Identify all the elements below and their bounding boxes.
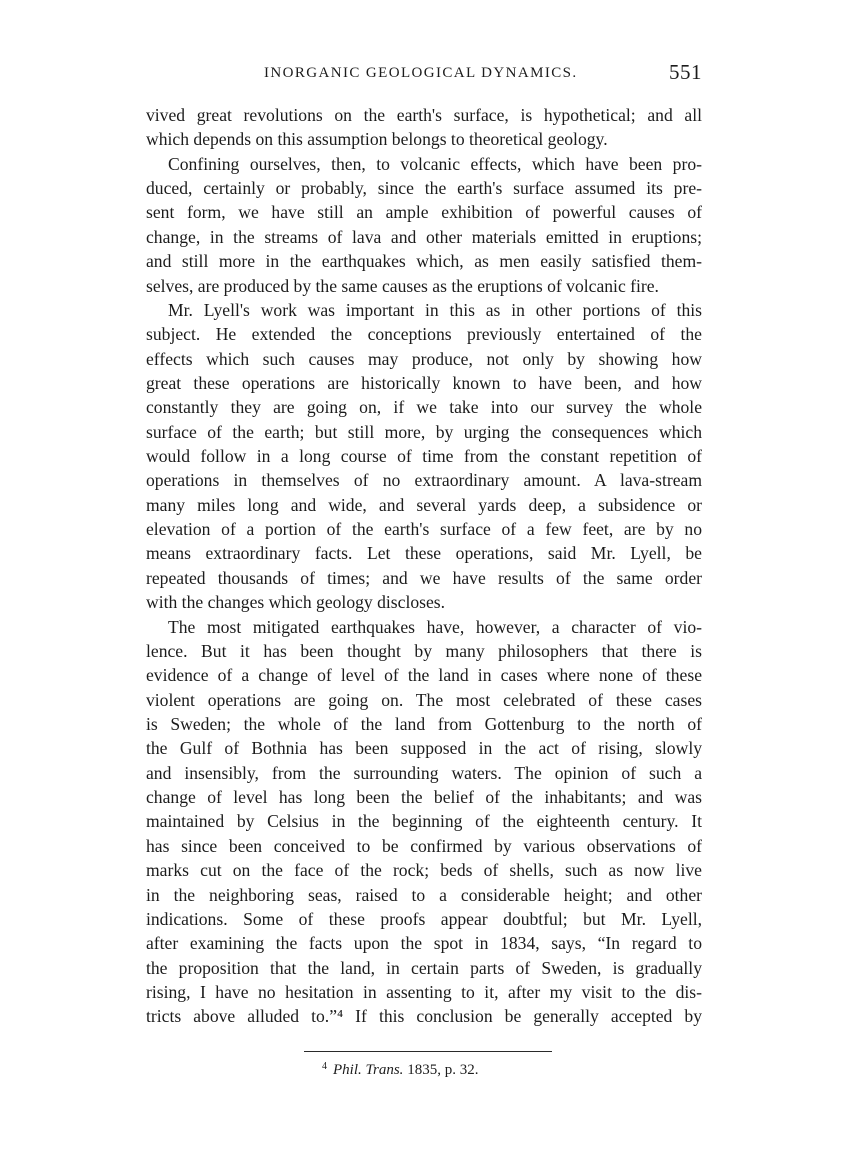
text-line: effects which such causes may produce, not only by showing how [146,348,702,369]
paragraph-start-line: Mr. Lyell's work was important in this as in other portions of this [168,299,702,320]
footnote-citation: 1835, p. 32. [407,1062,479,1078]
text-line: vived great revolutions on the earth's surface, is hypothetical; and all [146,105,702,125]
footnote-source: Phil. Trans. [333,1062,404,1078]
text-line: and insensibly, from the surrounding waters. The opinion of such a [146,762,702,783]
text-line: surface of the earth; but still more, by urging the consequences which [146,421,702,442]
text-line: rising, I have no hesitation in assenting to it, after my visit to the dis- [146,981,702,1002]
text-line: repeated thousands of times; and we have results of the same order [146,567,702,588]
text-line: which depends on this assumption belongs to theoretical geology. [146,129,608,150]
page-number: 551 [669,60,702,84]
text-line: elevation of a portion of the earth's surface of a few feet, are by no [146,519,702,540]
text-line: and still more in the earthquakes which, as men easily satisfied them- [146,251,702,272]
running-head [146,62,702,90]
text-line: with the changes which geology discloses. [146,592,446,613]
text-line: marks cut on the face of the rock; beds of shells, such as now live [146,860,702,881]
text-line: the proposition that the land, in certain parts of Sweden, is gradually [146,957,702,978]
text-line: sent form, we have still an ample exhibition of powerful causes of [146,202,702,223]
text-line: in the neighboring seas, raised to a considerable height; and other [146,884,702,905]
text-line: maintained by Celsius in the beginning of the eighteenth century. It [146,811,702,832]
text-line: evidence of a change of level of the land in cases where none of these [146,665,702,686]
text-line: indications. Some of these proofs appear doubtful; but Mr. Lyell, [146,908,702,929]
text-line: selves, are produced by the same causes as the eruptions of volcanic fire. [146,275,659,296]
text-line: violent operations are going on. The most celebrated of these cases [146,689,702,710]
text-line: after examining the facts upon the spot in 1834, says, “In regard to [146,933,702,954]
paragraph-start-line: Confining ourselves, then, to volcanic effects, which have been pro- [168,153,702,174]
footnote [322,1061,478,1079]
text-line: duced, certainly or probably, since the earth's surface assumed its pre- [146,178,702,199]
body-text [146,103,702,1029]
footnote-rule [304,1051,552,1052]
text-line: lence. But it has been thought by many philosophers that there is [146,640,702,661]
text-line: the Gulf of Bothnia has been supposed in the act of rising, slowly [146,738,702,759]
text-line: tricts above alluded to.”⁴ If this conclusion be generally accepted by [146,1006,702,1027]
running-title: INORGANIC GEOLOGICAL DYNAMICS. [264,65,578,81]
text-line: means extraordinary facts. Let these operations, said Mr. Lyell, be [146,543,702,564]
text-line: is Sweden; the whole of the land from Gottenburg to the north of [146,713,702,734]
text-line: subject. He extended the conceptions previously entertained of the [146,324,702,345]
text-line: change, in the streams of lava and other materials emitted in eruptions; [146,226,702,247]
text-line: constantly they are going on, if we take into our survey the whole [146,397,702,418]
text-line: has since been conceived to be confirmed by various observations of [146,835,702,856]
text-line: operations in themselves of no extraordinary amount. A lava-stream [146,470,702,491]
text-line: would follow in a long course of time from the constant repetition of [146,446,702,467]
paragraph-start-line: The most mitigated earthquakes have, however, a character of vio- [168,616,702,637]
text-line: many miles long and wide, and several yards deep, a subsidence or [146,494,702,515]
text-line: change of level has long been the belief of the inhabitants; and was [146,787,702,808]
footnote-marker: 4 [322,1061,327,1072]
text-line: great these operations are historically known to have been, and how [146,372,702,393]
